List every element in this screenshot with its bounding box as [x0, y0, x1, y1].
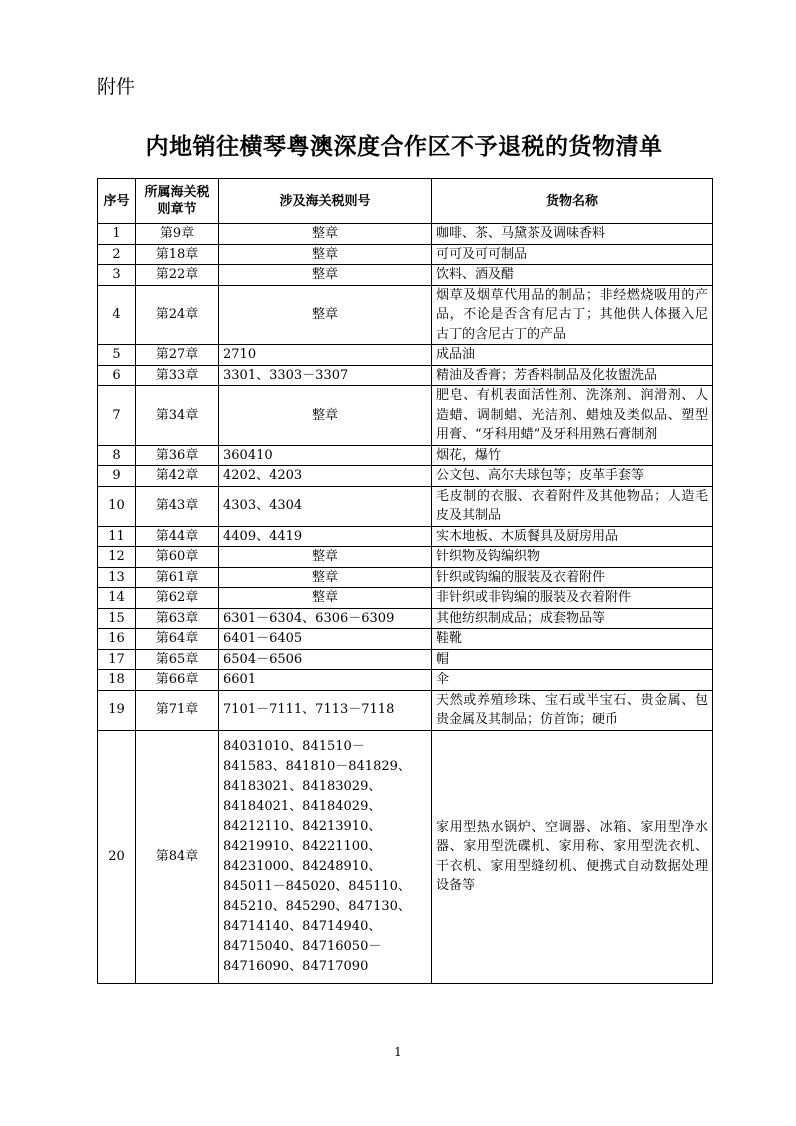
table-row [98, 445, 713, 466]
row-chapter: 第44章 [136, 526, 219, 547]
row-chapter: 第71章 [136, 690, 219, 730]
goods-table [97, 178, 713, 984]
row-goods: 烟花，爆竹 [432, 445, 713, 466]
row-chapter: 第61章 [136, 567, 219, 588]
row-seq: 17 [98, 649, 136, 670]
row-goods: 针织物及钩编织物 [432, 547, 713, 568]
row-seq: 13 [98, 567, 136, 588]
row-goods: 肥皂、有机表面活性剂、洗涤剂、润滑剂、人造蜡、调制蜡、光洁剂、蜡烛及类似品、塑型用膏、“牙科用蜡”及牙科用熟石膏制剂 [432, 386, 713, 446]
row-seq: 9 [98, 466, 136, 487]
table-row [98, 244, 713, 265]
row-goods: 非针织或非钩编的服装及衣着附件 [432, 588, 713, 609]
row-codes: 6301－6304、6306－6309 [219, 608, 432, 629]
row-chapter: 第34章 [136, 386, 219, 446]
table-row [98, 345, 713, 366]
header-codes: 涉及海关税则号 [219, 179, 432, 224]
table-row [98, 670, 713, 691]
row-seq: 16 [98, 629, 136, 650]
row-chapter: 第9章 [136, 224, 219, 245]
row-seq: 20 [98, 730, 136, 983]
row-goods: 饮料、酒及醋 [432, 265, 713, 286]
row-goods: 帽 [432, 649, 713, 670]
row-chapter: 第64章 [136, 629, 219, 650]
row-chapter: 第22章 [136, 265, 219, 286]
table-row [98, 567, 713, 588]
row-seq: 2 [98, 244, 136, 265]
row-codes: 6401－6405 [219, 629, 432, 650]
row-seq: 1 [98, 224, 136, 245]
row-chapter: 第24章 [136, 285, 219, 345]
row-seq: 6 [98, 365, 136, 386]
row-codes: 整章 [219, 224, 432, 245]
row-codes: 2710 [219, 345, 432, 366]
table-row [98, 224, 713, 245]
row-goods: 鞋靴 [432, 629, 713, 650]
row-goods: 成品油 [432, 345, 713, 366]
header-seq: 序号 [98, 179, 136, 224]
row-chapter: 第36章 [136, 445, 219, 466]
row-codes: 整章 [219, 588, 432, 609]
row-chapter: 第33章 [136, 365, 219, 386]
row-seq: 7 [98, 386, 136, 446]
row-codes: 3301、3303－3307 [219, 365, 432, 386]
row-chapter: 第27章 [136, 345, 219, 366]
table-row [98, 265, 713, 286]
row-chapter: 第62章 [136, 588, 219, 609]
row-codes: 6601 [219, 670, 432, 691]
row-chapter: 第63章 [136, 608, 219, 629]
row-chapter: 第18章 [136, 244, 219, 265]
row-seq: 4 [98, 285, 136, 345]
row-codes: 7101－7111、7113－7118 [219, 690, 432, 730]
row-chapter: 第60章 [136, 547, 219, 568]
row-seq: 15 [98, 608, 136, 629]
table-row [98, 690, 713, 730]
row-goods: 其他纺织制成品；成套物品等 [432, 608, 713, 629]
row-codes: 4303、4304 [219, 486, 432, 526]
table-row [98, 386, 713, 446]
row-seq: 19 [98, 690, 136, 730]
row-codes: 整章 [219, 285, 432, 345]
row-codes: 整章 [219, 547, 432, 568]
table-row [98, 486, 713, 526]
table-row [98, 608, 713, 629]
table-row [98, 649, 713, 670]
table-row [98, 547, 713, 568]
row-seq: 10 [98, 486, 136, 526]
row-goods: 可可及可可制品 [432, 244, 713, 265]
row-codes: 4202、4203 [219, 466, 432, 487]
row-seq: 14 [98, 588, 136, 609]
table-row [98, 730, 713, 983]
page-number: 1 [394, 1045, 402, 1059]
row-goods: 烟草及烟草代用品的制品；非经燃烧吸用的产品，不论是否含有尼古丁；其他供人体摄入尼古丁的含尼古丁的产品 [432, 285, 713, 345]
row-codes: 整章 [219, 244, 432, 265]
row-seq: 11 [98, 526, 136, 547]
row-chapter: 第42章 [136, 466, 219, 487]
row-codes: 整章 [219, 567, 432, 588]
row-chapter: 第66章 [136, 670, 219, 691]
row-seq: 8 [98, 445, 136, 466]
row-chapter: 第43章 [136, 486, 219, 526]
row-seq: 3 [98, 265, 136, 286]
row-goods: 实木地板、木质餐具及厨房用品 [432, 526, 713, 547]
table-row [98, 629, 713, 650]
table-row [98, 466, 713, 487]
row-seq: 18 [98, 670, 136, 691]
row-codes: 整章 [219, 386, 432, 446]
header-chapter: 所属海关税则章节 [136, 179, 219, 224]
page-title: 内地销往横琴粤澳深度合作区不予退税的货物清单 [145, 134, 663, 160]
row-goods: 公文包、高尔夫球包等；皮革手套等 [432, 466, 713, 487]
row-codes: 4409、4419 [219, 526, 432, 547]
row-goods: 伞 [432, 670, 713, 691]
row-chapter: 第65章 [136, 649, 219, 670]
row-codes: 6504－6506 [219, 649, 432, 670]
row-goods: 毛皮制的衣服、衣着附件及其他物品；人造毛皮及其制品 [432, 486, 713, 526]
table-row [98, 526, 713, 547]
row-goods: 咖啡、茶、马黛茶及调味香料 [432, 224, 713, 245]
row-chapter: 第84章 [136, 730, 219, 983]
row-seq: 5 [98, 345, 136, 366]
row-codes: 360410 [219, 445, 432, 466]
row-goods: 天然或养殖珍珠、宝石或半宝石、贵金属、包贵金属及其制品；仿首饰；硬币 [432, 690, 713, 730]
row-seq: 12 [98, 547, 136, 568]
row-goods: 精油及香膏；芳香料制品及化妆盥洗品 [432, 365, 713, 386]
header-goods: 货物名称 [432, 179, 713, 224]
table-header-row [98, 179, 713, 224]
table-row [98, 588, 713, 609]
row-codes: 整章 [219, 265, 432, 286]
table-row [98, 365, 713, 386]
attachment-label: 附件 [97, 76, 136, 98]
row-goods: 家用型热水锅炉、空调器、冰箱、家用型净水器、家用型洗碟机、家用称、家用型洗衣机、干衣机、家用型缝纫机、便携式自动数据处理设备等 [432, 730, 713, 983]
row-goods: 针织或钩编的服装及衣着附件 [432, 567, 713, 588]
table-row [98, 285, 713, 345]
row-codes: 84031010、841510－841583、841810－841829、84183021、84183029、84184021、84184029、84212110、84213910、84219910、84221100、84231000、84248910、845011－845020、845110、845210、845290、847130、84714140、84714940、84715040、84716050－84716090、84717090 [219, 730, 432, 983]
